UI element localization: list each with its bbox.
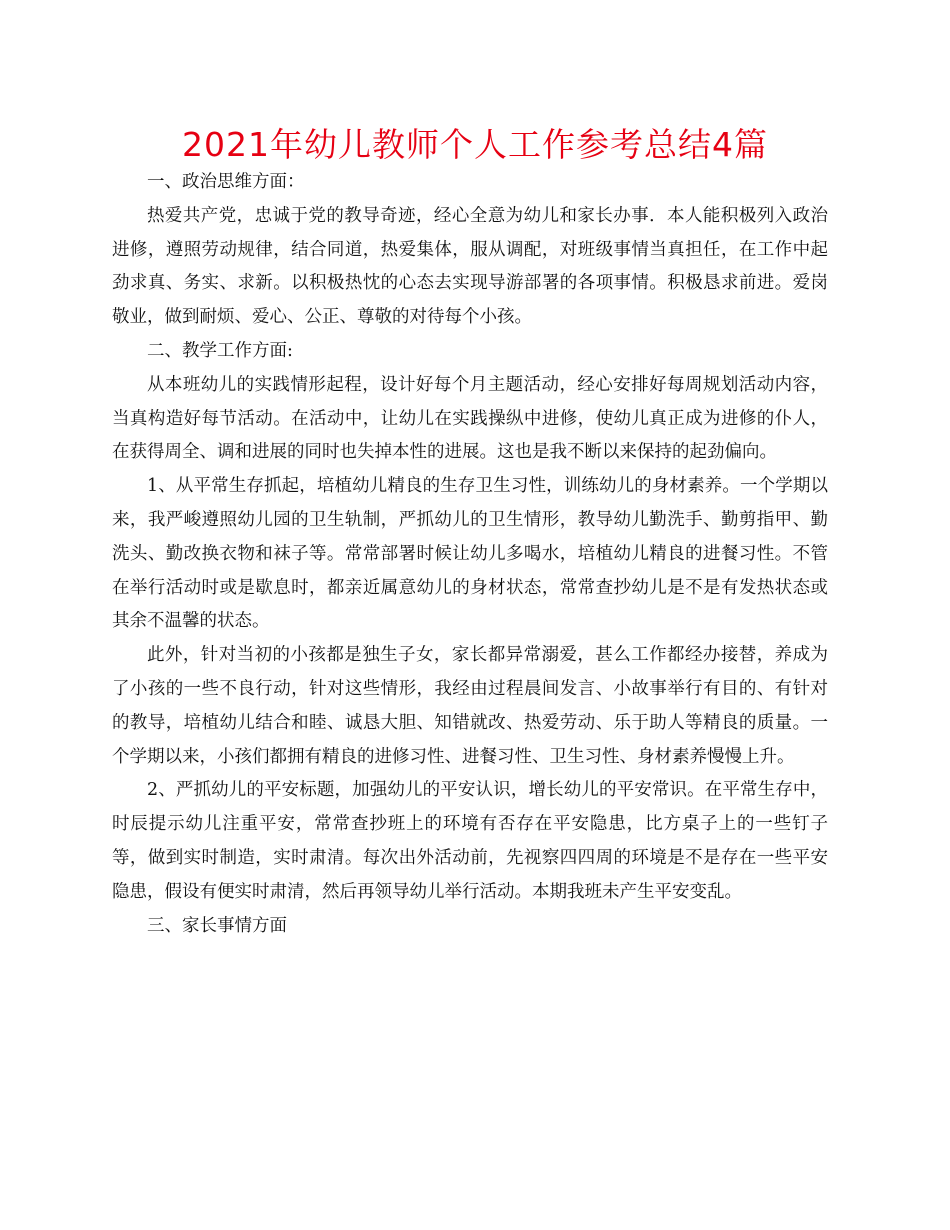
section-heading-parents: 三、家长事情方面 [147,915,287,936]
paragraph-hygiene: 1、从平常生存抓起，培植幼儿精良的生存卫生习性，训练幼儿的身材素养。一个学期以来，我严峻遵照幼儿园的卫生轨制，严抓幼儿的卫生情形，教导幼儿勤洗手、勤剪指甲、勤洗头、勤改换衣物和袜子等。常常部署时候让幼儿多喝水，培植幼儿精良的进餐习性。不管在举行活动时或是歇息时，都亲近属意幼儿的身材状态，常常查抄幼儿是不是有发热状态或其余不温馨的状态。 [112,476,828,632]
section-heading-politics: 一、政治思维方面： [147,172,305,192]
paragraph-politics: 热爱共产党，忠诚于党的教导奇迹，经心全意为幼儿和家长办事．本人能积极列入政治进修，遵照劳动规律，结合同道，热爱集体，服从调配，对班级事情当真担任，在工作中起劲求真、务实、求新。以积极热忱的心态去实现导游部署的各项事情。积极恳求前进。爱岗敬业，做到耐烦、爱心、公正、尊敬的对待每个小孩。 [112,205,828,328]
document-title: 2021年幼儿教师个人工作参考总结4篇 [182,125,768,164]
document-body [112,166,828,943]
paragraph-safety: 2、严抓幼儿的平安标题，加强幼儿的平安认识，增长幼儿的平安常识。在平常生存中，时辰提示幼儿注重平安，常常查抄班上的环境有否存在平安隐患，比方桌子上的一些钉子等，做到实时制造，实时肃清。每次出外活动前，先视察四四周的环境是不是存在一些平安隐患，假设有便实时肃清，然后再领导幼儿举行活动。本期我班未产生平安变乱。 [112,780,828,902]
section-heading-teaching: 二、教学工作方面: [147,340,293,361]
paragraph-behavior: 此外，针对当初的小孩都是独生子女，家长都异常溺爱，甚么工作都经办接替，养成为了小孩的一些不良行动，针对这些情形，我经由过程晨间发言、小故事举行有目的、有针对的教导，培植幼儿结合和睦、诚恳大胆、知错就改、热爱劳动、乐于助人等精良的质量。一个学期以来，小孩们都拥有精良的进修习性、进餐习性、卫生习性、身材素养慢慢上升。 [112,645,828,767]
paragraph-teaching: 从本班幼儿的实践情形起程，设计好每个月主题活动，经心安排好每周规划活动内容，当真构造好每节活动。在活动中，让幼儿在实践操纵中进修，使幼儿真正成为进修的仆人，在获得周全、调和进展的同时也失掉本性的进展。这也是我不断以来保持的起劲偏向。 [112,374,828,463]
